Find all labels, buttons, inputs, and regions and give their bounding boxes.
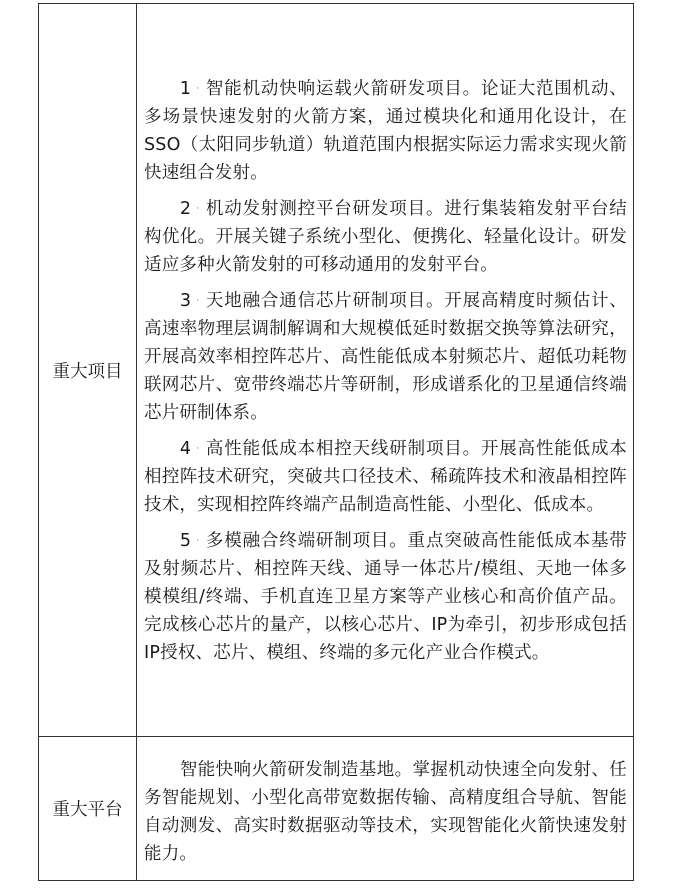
bullet-dot-icon: · bbox=[196, 536, 200, 546]
platform-text: 智能快响火箭研发制造基地。掌握机动快速全向发射、任务智能规划、小型化高带宽数据传输、高精度组合导航、智能自动测发、高实时数据驱动等技术，实现智能化火箭快速发射能力。 bbox=[144, 759, 627, 864]
bullet-dot-icon: · bbox=[196, 84, 200, 94]
bullet-dot-icon: · bbox=[196, 444, 200, 454]
bullet-dot-icon: · bbox=[196, 296, 200, 306]
project-number: 5 bbox=[179, 531, 192, 551]
project-text: 天地融合通信芯片研制项目。开展高精度时频估计、高速率物理层调制解调和大规模低延时数据交换等算法研究，开展高效率相控阵芯片、高性能低成本射频芯片、超低功耗物联网芯片、宽带终端芯片等研制，形成谱系化的卫星通信终端芯片研制体系。 bbox=[144, 291, 627, 423]
project-item-4 bbox=[144, 435, 627, 519]
table-row-major-projects bbox=[39, 4, 634, 737]
project-text: 高性能低成本相控天线研制项目。开展高性能低成本相控阵技术研究，突破共口径技术、稀疏阵技术和液晶相控阵技术，实现相控阵终端产品制造高性能、小型化、低成本。 bbox=[144, 439, 627, 515]
project-item-1 bbox=[144, 75, 627, 187]
project-item-2 bbox=[144, 195, 627, 279]
project-item-3 bbox=[144, 287, 627, 427]
bullet-dot-icon: · bbox=[196, 204, 200, 214]
project-number: 3 bbox=[179, 291, 192, 311]
major-projects-content bbox=[137, 4, 634, 737]
project-item-5 bbox=[144, 527, 627, 667]
row-label-major-platform: 重大平台 bbox=[39, 737, 137, 881]
project-text: 机动发射测控平台研发项目。进行集装箱发射平台结构优化。开展关键子系统小型化、便携化、轻量化设计。研发适应多种火箭发射的可移动通用的发射平台。 bbox=[144, 199, 627, 275]
table-row-major-platform bbox=[39, 737, 634, 881]
project-text: 多模融合终端研制项目。重点突破高性能低成本基带及射频芯片、相控阵天线、通导一体芯片/模组、天地一体多模模组/终端、手机直连卫星方案等产业核心和高价值产品。完成核心芯片的量产，以核心芯片、IP为牵引，初步形成包括IP授权、芯片、模组、终端的多元化产业合作模式。 bbox=[144, 531, 627, 663]
project-number: 2 bbox=[179, 199, 192, 219]
project-text: 智能机动快响运载火箭研发项目。论证大范围机动、多场景快速发射的火箭方案，通过模块化和通用化设计，在SSO（太阳同步轨道）轨道范围内根据实际运力需求实现火箭快速组合发射。 bbox=[144, 79, 627, 183]
row-label-major-projects: 重大项目 bbox=[39, 4, 137, 737]
projects-platforms-table bbox=[38, 3, 634, 881]
project-number: 1 bbox=[179, 79, 192, 99]
project-number: 4 bbox=[179, 439, 192, 459]
major-platform-content bbox=[137, 737, 634, 881]
